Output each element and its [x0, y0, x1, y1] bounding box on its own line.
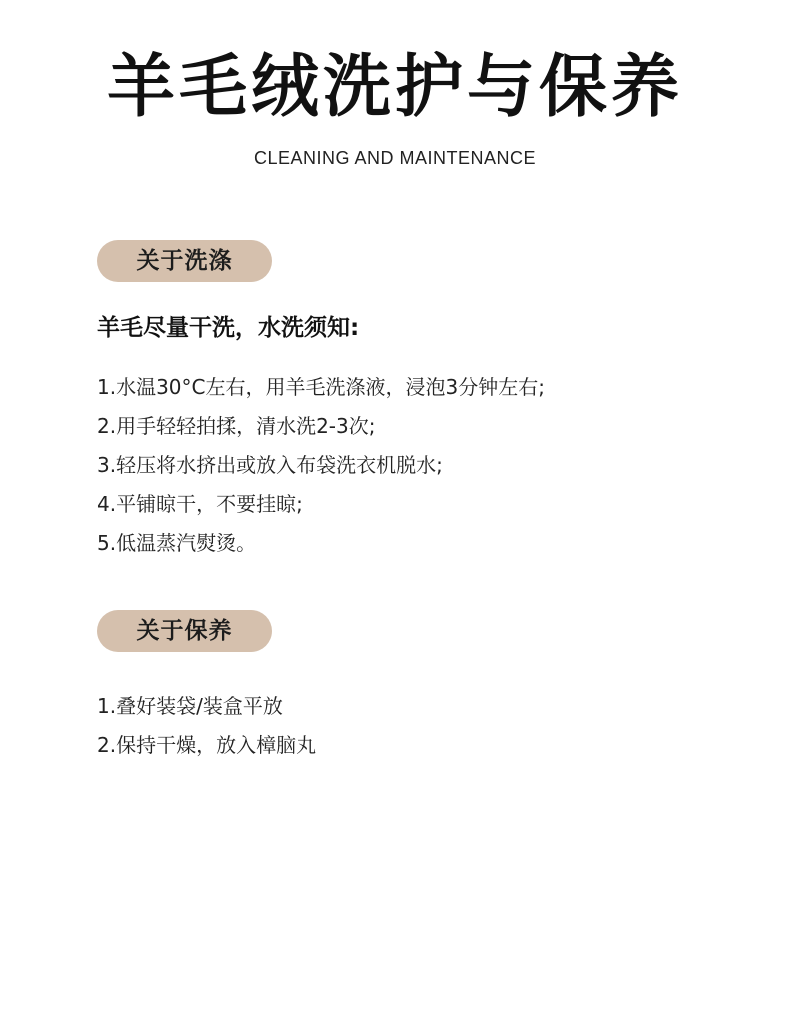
list-item: 2.保持干燥，放入樟脑丸 [97, 733, 317, 757]
list-item: 3.轻压将水挤出或放入布袋洗衣机脱水; [97, 453, 443, 477]
washing-heading: 羊毛尽量干洗，水洗须知: [97, 315, 360, 341]
care-section-badge: 关于保养 [97, 610, 272, 652]
list-item: 4.平铺晾干，不要挂晾; [97, 492, 303, 516]
page-title: 羊毛绒洗护与保养 [106, 48, 683, 127]
list-item: 5.低温蒸汽熨烫。 [97, 531, 257, 555]
washing-section-badge: 关于洗涤 [97, 240, 272, 282]
list-item: 1.水温30°C左右，用羊毛洗涤液，浸泡3分钟左右; [97, 375, 545, 399]
list-item: 2.用手轻轻拍揉，清水洗2-3次; [97, 414, 376, 438]
washing-steps-list [97, 368, 545, 563]
page-subtitle: CLEANING AND MAINTENANCE [253, 148, 537, 168]
care-steps-list [97, 687, 316, 765]
list-item: 1.叠好装袋/装盒平放 [97, 694, 283, 718]
